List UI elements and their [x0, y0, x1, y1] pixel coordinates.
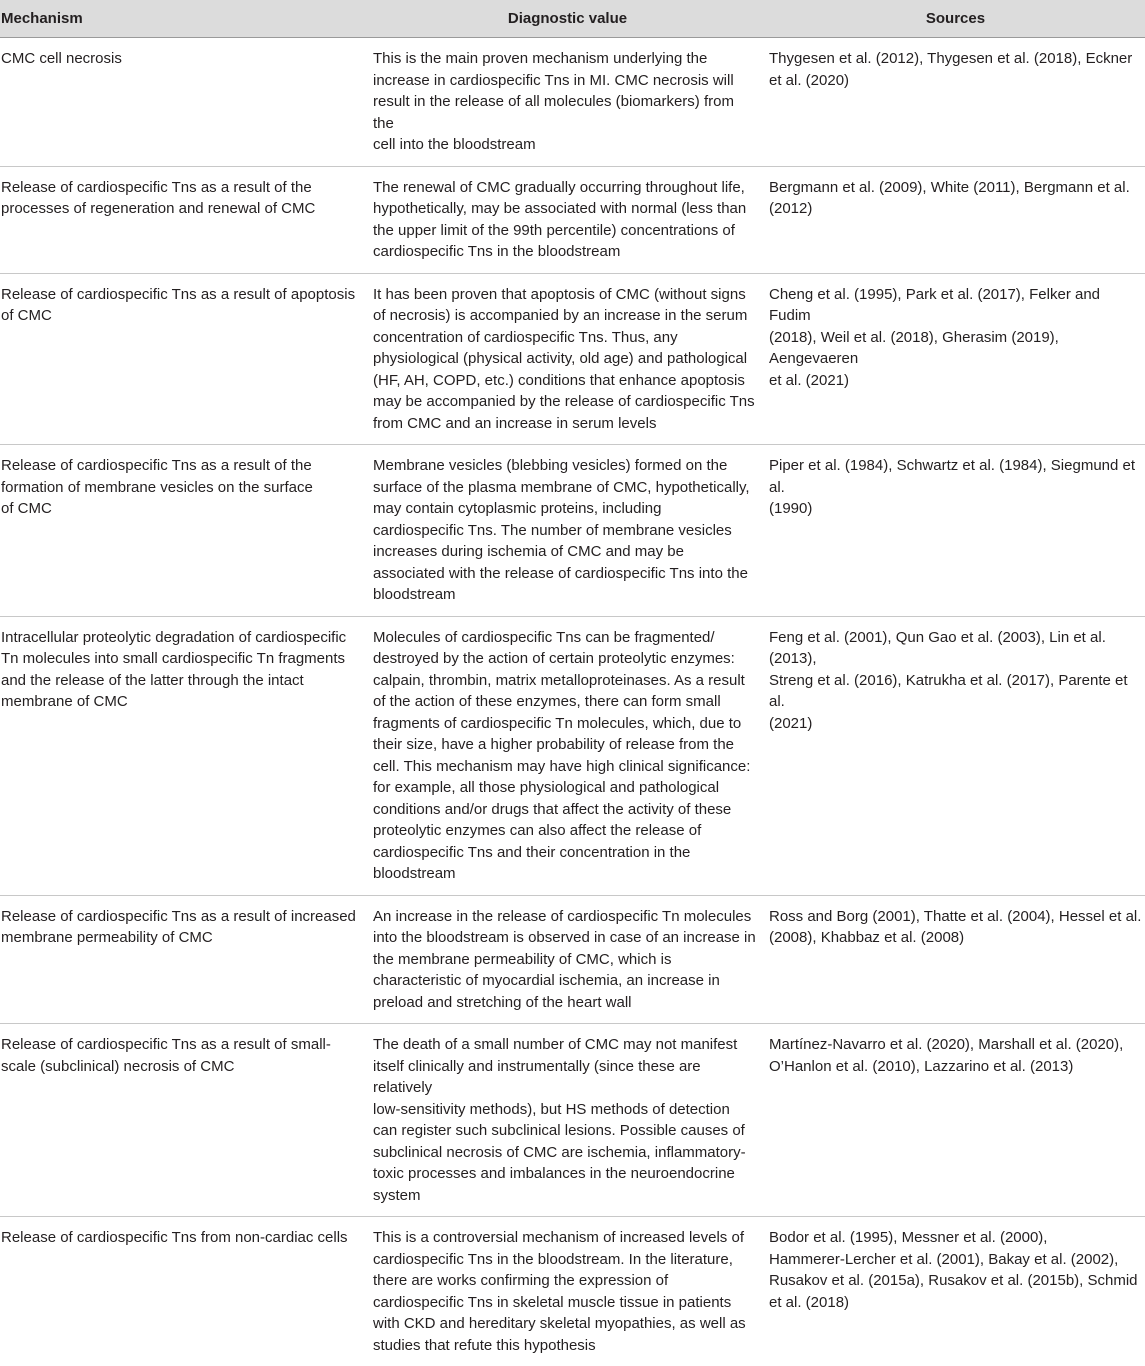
- sources-cell: Piper et al. (1984), Schwartz et al. (1984), Siegmund et al. (1990): [766, 445, 1145, 617]
- diagnostic-value-cell: It has been proven that apoptosis of CMC (without signs of necrosis) is accompanied by an increase in the serum concentration of cardiospecific Tns. Thus, any physiological (physical activity, old age) and pathological (HF, AH, COPD, etc.) conditions that enhance apoptosis may be accompanied by the release of cardiospecific Tns from CMC and an increase in serum levels: [369, 273, 766, 445]
- table-row: [0, 1024, 1145, 1217]
- diagnostic-value-cell: The renewal of CMC gradually occurring throughout life, hypothetically, may be associated with normal (less than the upper limit of the 99th percentile) concentrations of cardiospecific Tns in the bloodstream: [369, 166, 766, 273]
- diagnostic-value-cell: An increase in the release of cardiospecific Tn molecules into the bloodstream is observed in case of an increase in the membrane permeability of CMC, which is characteristic of myocardial ischemia, an increase in preload and stretching of the heart wall: [369, 895, 766, 1024]
- mechanism-cell: Intracellular proteolytic degradation of cardiospecific Tn molecules into small cardiospecific Tn fragments and the release of the latter through the intact membrane of CMC: [0, 616, 369, 895]
- header-mechanism: Mechanism: [0, 0, 369, 38]
- diagnostic-value-cell: Membrane vesicles (blebbing vesicles) formed on the surface of the plasma membrane of CMC, hypothetically, may contain cytoplasmic proteins, including cardiospecific Tns. The number of membrane vesicles increases during ischemia of CMC and may be associated with the release of cardiospecific Tns into the bloodstream: [369, 445, 766, 617]
- sources-cell: Bergmann et al. (2009), White (2011), Bergmann et al. (2012): [766, 166, 1145, 273]
- mechanism-cell: Release of cardiospecific Tns from non-cardiac cells: [0, 1217, 369, 1366]
- mechanism-cell: Release of cardiospecific Tns as a result of the formation of membrane vesicles on the surface of CMC: [0, 445, 369, 617]
- sources-cell: Martínez-Navarro et al. (2020), Marshall et al. (2020), O’Hanlon et al. (2010), Lazzarino et al. (2013): [766, 1024, 1145, 1217]
- mechanism-cell: CMC cell necrosis: [0, 38, 369, 167]
- diagnostic-value-cell: The death of a small number of CMC may not manifest itself clinically and instrumentally (since these are relatively low-sensitivity methods), but HS methods of detection can register such subclinical lesions. Possible causes of subclinical necrosis of CMC are ischemia, inflammatory- toxic processes and imbalances in the neuroendocrine system: [369, 1024, 766, 1217]
- table-row: [0, 166, 1145, 273]
- mechanism-cell: Release of cardiospecific Tns as a result of increased membrane permeability of CMC: [0, 895, 369, 1024]
- header-sources: Sources: [766, 0, 1145, 38]
- sources-cell: Bodor et al. (1995), Messner et al. (2000), Hammerer-Lercher et al. (2001), Bakay et al. (2002), Rusakov et al. (2015a), Rusakov et al. (2015b), Schmid et al. (2018): [766, 1217, 1145, 1366]
- sources-cell: Cheng et al. (1995), Park et al. (2017), Felker and Fudim (2018), Weil et al. (2018), Gherasim (2019), Aengevaeren et al. (2021): [766, 273, 1145, 445]
- mechanism-cell: Release of cardiospecific Tns as a result of the processes of regeneration and renewal of CMC: [0, 166, 369, 273]
- mechanism-cell: Release of cardiospecific Tns as a result of small- scale (subclinical) necrosis of CMC: [0, 1024, 369, 1217]
- table-body: [0, 38, 1145, 1366]
- header-diagnostic-value: Diagnostic value: [369, 0, 766, 38]
- table-row: [0, 1217, 1145, 1366]
- table-row: [0, 895, 1145, 1024]
- diagnostic-value-cell: Molecules of cardiospecific Tns can be fragmented/ destroyed by the action of certain proteolytic enzymes: calpain, thrombin, matrix metalloproteinases. As a result of the action of these enzymes, there can form small fragments of cardiospecific Tn molecules, which, due to their size, have a higher probability of release from the cell. This mechanism may have high clinical significance: for example, all those physiological and pathological conditions and/or drugs that affect the activity of these proteolytic enzymes can also affect the release of cardiospecific Tns and their concentration in the bloodstream: [369, 616, 766, 895]
- table-row: [0, 38, 1145, 167]
- table-row: [0, 445, 1145, 617]
- table-row: [0, 616, 1145, 895]
- sources-cell: Feng et al. (2001), Qun Gao et al. (2003), Lin et al. (2013), Streng et al. (2016), Katrukha et al. (2017), Parente et al. (2021): [766, 616, 1145, 895]
- sources-cell: Ross and Borg (2001), Thatte et al. (2004), Hessel et al. (2008), Khabbaz et al. (2008): [766, 895, 1145, 1024]
- diagnostic-value-cell: This is a controversial mechanism of increased levels of cardiospecific Tns in the bloodstream. In the literature, there are works confirming the expression of cardiospecific Tns in skeletal muscle tissue in patients with CKD and hereditary skeletal myopathies, as well as studies that refute this hypothesis: [369, 1217, 766, 1366]
- table-row: [0, 273, 1145, 445]
- table-header: [0, 0, 1145, 38]
- sources-cell: Thygesen et al. (2012), Thygesen et al. (2018), Eckner et al. (2020): [766, 38, 1145, 167]
- diagnostic-value-cell: This is the main proven mechanism underlying the increase in cardiospecific Tns in MI. CMC necrosis will result in the release of all molecules (biomarkers) from the cell into the bloodstream: [369, 38, 766, 167]
- header-row: [0, 0, 1145, 38]
- mechanism-cell: Release of cardiospecific Tns as a result of apoptosis of CMC: [0, 273, 369, 445]
